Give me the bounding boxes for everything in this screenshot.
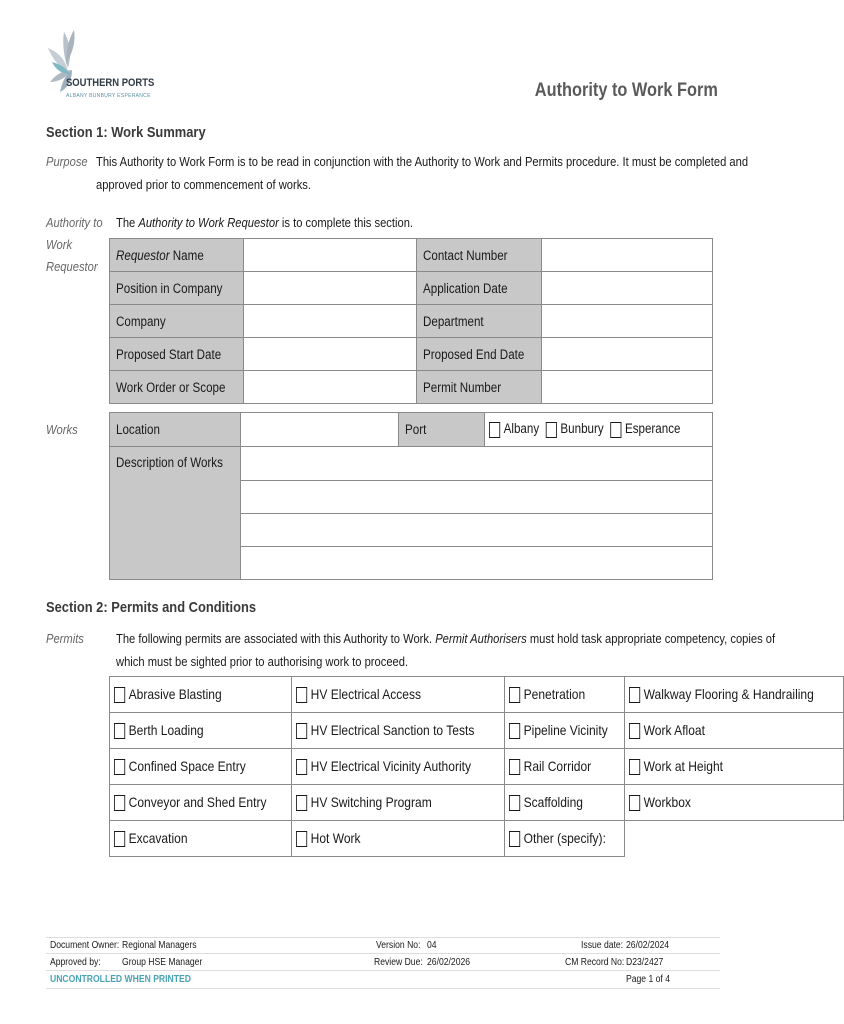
permits-intro-line-1 — [116, 628, 775, 650]
proposed-end-date-label: Proposed End Date — [417, 338, 542, 371]
permit-label: Conveyor and Shed Entry — [128, 793, 267, 810]
permit-cell — [624, 677, 844, 713]
bunbury-checkbox[interactable] — [546, 422, 557, 438]
permit-checkbox[interactable] — [114, 687, 125, 703]
approved-by-label: Approved by: — [50, 957, 101, 968]
location-label: Location — [110, 413, 241, 447]
requestor-side-label-1: Authority to — [46, 215, 103, 230]
purpose-label: Purpose — [46, 154, 88, 169]
albany-checkbox[interactable] — [489, 422, 500, 438]
requestor-row — [110, 239, 713, 272]
requestor-name-field[interactable] — [244, 239, 417, 272]
permit-cell — [110, 677, 292, 713]
company-field[interactable] — [244, 305, 417, 338]
works-side-label: Works — [46, 422, 78, 437]
section-1-heading: Section 1: Work Summary — [46, 124, 206, 141]
approved-by-value: Group HSE Manager — [122, 957, 203, 968]
proposed-start-date-label: Proposed Start Date — [110, 338, 244, 371]
department-field[interactable] — [541, 305, 712, 338]
review-due-label: Review Due: — [374, 957, 423, 968]
requestor-intro-post: is to complete this section. — [278, 215, 414, 230]
permit-row — [110, 713, 844, 749]
permit-checkbox[interactable] — [114, 795, 125, 811]
permit-number-label: Permit Number — [417, 371, 542, 404]
permit-label: Abrasive Blasting — [128, 685, 222, 702]
description-label: Description of Works — [110, 447, 241, 580]
permit-label: Workbox — [643, 793, 691, 810]
description-line-field[interactable] — [241, 447, 713, 481]
permit-label: HV Electrical Sanction to Tests — [310, 721, 475, 738]
permit-checkbox[interactable] — [509, 795, 520, 811]
permits-intro-pre: The following permits are associated with this Authority to Work. — [116, 631, 436, 646]
works-location-row — [110, 413, 713, 447]
permit-checkbox[interactable] — [509, 687, 520, 703]
permit-checkbox[interactable] — [296, 759, 307, 775]
esperance-label: Esperance — [625, 421, 681, 437]
work-order-field[interactable] — [244, 371, 417, 404]
document-footer — [46, 938, 720, 990]
contact-number-field[interactable] — [541, 239, 712, 272]
permit-label: Walkway Flooring & Handrailing — [643, 685, 814, 702]
permit-checkbox[interactable] — [629, 687, 640, 703]
requestor-intro — [116, 212, 413, 234]
permit-label: Excavation — [128, 829, 188, 846]
proposed-end-date-field[interactable] — [541, 338, 712, 371]
version-value: 04 — [427, 940, 437, 951]
application-date-label: Application Date — [417, 272, 542, 305]
permit-row — [110, 749, 844, 785]
permit-checkbox[interactable] — [114, 831, 125, 847]
requestor-side-label-2: Work — [46, 237, 73, 252]
esperance-checkbox[interactable] — [611, 422, 622, 438]
permits-intro-emphasis: Permit Authorisers — [435, 631, 527, 646]
permit-cell — [292, 677, 504, 713]
permit-label: Penetration — [523, 685, 585, 702]
permit-label: Pipeline Vicinity — [523, 721, 608, 738]
description-row — [110, 447, 713, 481]
port-label: Port — [398, 413, 484, 447]
contact-number-label: Contact Number — [417, 239, 542, 272]
albany-label: Albany — [503, 421, 540, 437]
permit-checkbox[interactable] — [296, 831, 307, 847]
permit-checkbox[interactable] — [509, 759, 520, 775]
doc-owner-label: Document Owner: — [50, 940, 120, 951]
permit-cell — [110, 713, 292, 749]
doc-owner-value: Regional Managers — [122, 940, 197, 951]
permit-checkbox[interactable] — [629, 723, 640, 739]
permit-cell — [504, 677, 624, 713]
permit-cell — [504, 821, 624, 857]
permit-cell — [504, 749, 624, 785]
permit-label: Hot Work — [310, 829, 361, 846]
permit-cell — [292, 713, 504, 749]
location-field[interactable] — [241, 413, 399, 447]
permit-label: Confined Space Entry — [128, 757, 246, 774]
department-label: Department — [417, 305, 542, 338]
application-date-field[interactable] — [541, 272, 712, 305]
requestor-side-label-3: Requestor — [46, 259, 98, 274]
permit-checkbox[interactable] — [629, 759, 640, 775]
permit-cell — [624, 749, 844, 785]
permit-cell — [504, 785, 624, 821]
proposed-start-date-field[interactable] — [244, 338, 417, 371]
requestor-row — [110, 371, 713, 404]
works-table — [109, 412, 713, 580]
requestor-name-label: Requestor Name — [110, 239, 244, 272]
permit-label: Work at Height — [643, 757, 723, 774]
port-options — [485, 413, 713, 447]
permit-cell — [504, 713, 624, 749]
issue-date-label: Issue date: — [581, 940, 624, 951]
permit-cell — [624, 785, 844, 821]
position-field[interactable] — [244, 272, 417, 305]
permit-label: HV Switching Program — [310, 793, 433, 810]
permit-number-field[interactable] — [541, 371, 712, 404]
bunbury-label: Bunbury — [560, 421, 605, 437]
requestor-row — [110, 272, 713, 305]
company-label: Company — [110, 305, 244, 338]
position-label: Position in Company — [110, 272, 244, 305]
permit-checkbox[interactable] — [509, 831, 520, 847]
requestor-row — [110, 305, 713, 338]
permit-checkbox[interactable] — [509, 723, 520, 739]
permit-cell — [110, 785, 292, 821]
requestor-table — [109, 238, 713, 404]
requestor-intro-emphasis: Authority to Work Requestor — [138, 215, 279, 230]
permit-cell — [292, 749, 504, 785]
logo-subtitle: ALBANY BUNBURY ESPERANCE — [66, 93, 151, 99]
permit-label: HV Electrical Vicinity Authority — [310, 757, 472, 774]
permit-row — [110, 785, 844, 821]
requestor-row — [110, 338, 713, 371]
permit-row — [110, 821, 844, 857]
permit-cell — [292, 785, 504, 821]
permit-cell — [110, 821, 292, 857]
permit-label: Other (specify): — [523, 829, 606, 846]
permit-cell — [624, 821, 844, 857]
uncontrolled-notice: UNCONTROLLED WHEN PRINTED — [50, 974, 191, 985]
permits-side-label: Permits — [46, 631, 84, 646]
permit-cell — [624, 713, 844, 749]
permit-row — [110, 677, 844, 713]
permit-checkbox[interactable] — [114, 759, 125, 775]
permit-checkbox[interactable] — [296, 723, 307, 739]
permit-cell — [110, 749, 292, 785]
permits-intro-post: must hold task appropriate competency, copies of — [526, 631, 776, 646]
version-label: Version No: — [376, 940, 421, 951]
cm-record-value: D23/2427 — [626, 957, 664, 968]
form-title: Authority to Work Form — [534, 80, 718, 101]
purpose-text-line-1: This Authority to Work Form is to be read in conjunction with the Authority to Work and Permits procedure. It must be completed and — [96, 154, 749, 169]
cm-record-label: CM Record No: — [565, 957, 625, 968]
permit-checkbox[interactable] — [114, 723, 125, 739]
permit-label: Scaffolding — [523, 793, 583, 810]
permit-cell — [292, 821, 504, 857]
permits-table — [109, 676, 844, 857]
purpose-text-line-2: approved prior to commencement of works. — [96, 177, 311, 192]
permit-label: HV Electrical Access — [310, 685, 422, 702]
permit-checkbox[interactable] — [296, 795, 307, 811]
description-line-field[interactable] — [241, 547, 713, 580]
description-line-field[interactable] — [241, 481, 713, 514]
page-number: Page 1 of 4 — [626, 974, 670, 985]
issue-date-value: 26/02/2024 — [626, 940, 670, 951]
section-2-heading: Section 2: Permits and Conditions — [46, 599, 257, 616]
permits-intro-line-2: which must be sighted prior to authorising work to proceed. — [116, 654, 409, 669]
permit-checkbox[interactable] — [629, 795, 640, 811]
requestor-intro-pre: The — [116, 215, 139, 230]
review-due-value: 26/02/2026 — [427, 957, 471, 968]
permit-label: Rail Corridor — [523, 757, 591, 774]
permit-label: Berth Loading — [128, 721, 204, 738]
description-line-field[interactable] — [241, 514, 713, 547]
permit-label: Work Afloat — [643, 721, 705, 738]
work-order-label: Work Order or Scope — [110, 371, 244, 404]
permit-checkbox[interactable] — [296, 687, 307, 703]
logo-name: SOUTHERN PORTS — [66, 77, 155, 89]
